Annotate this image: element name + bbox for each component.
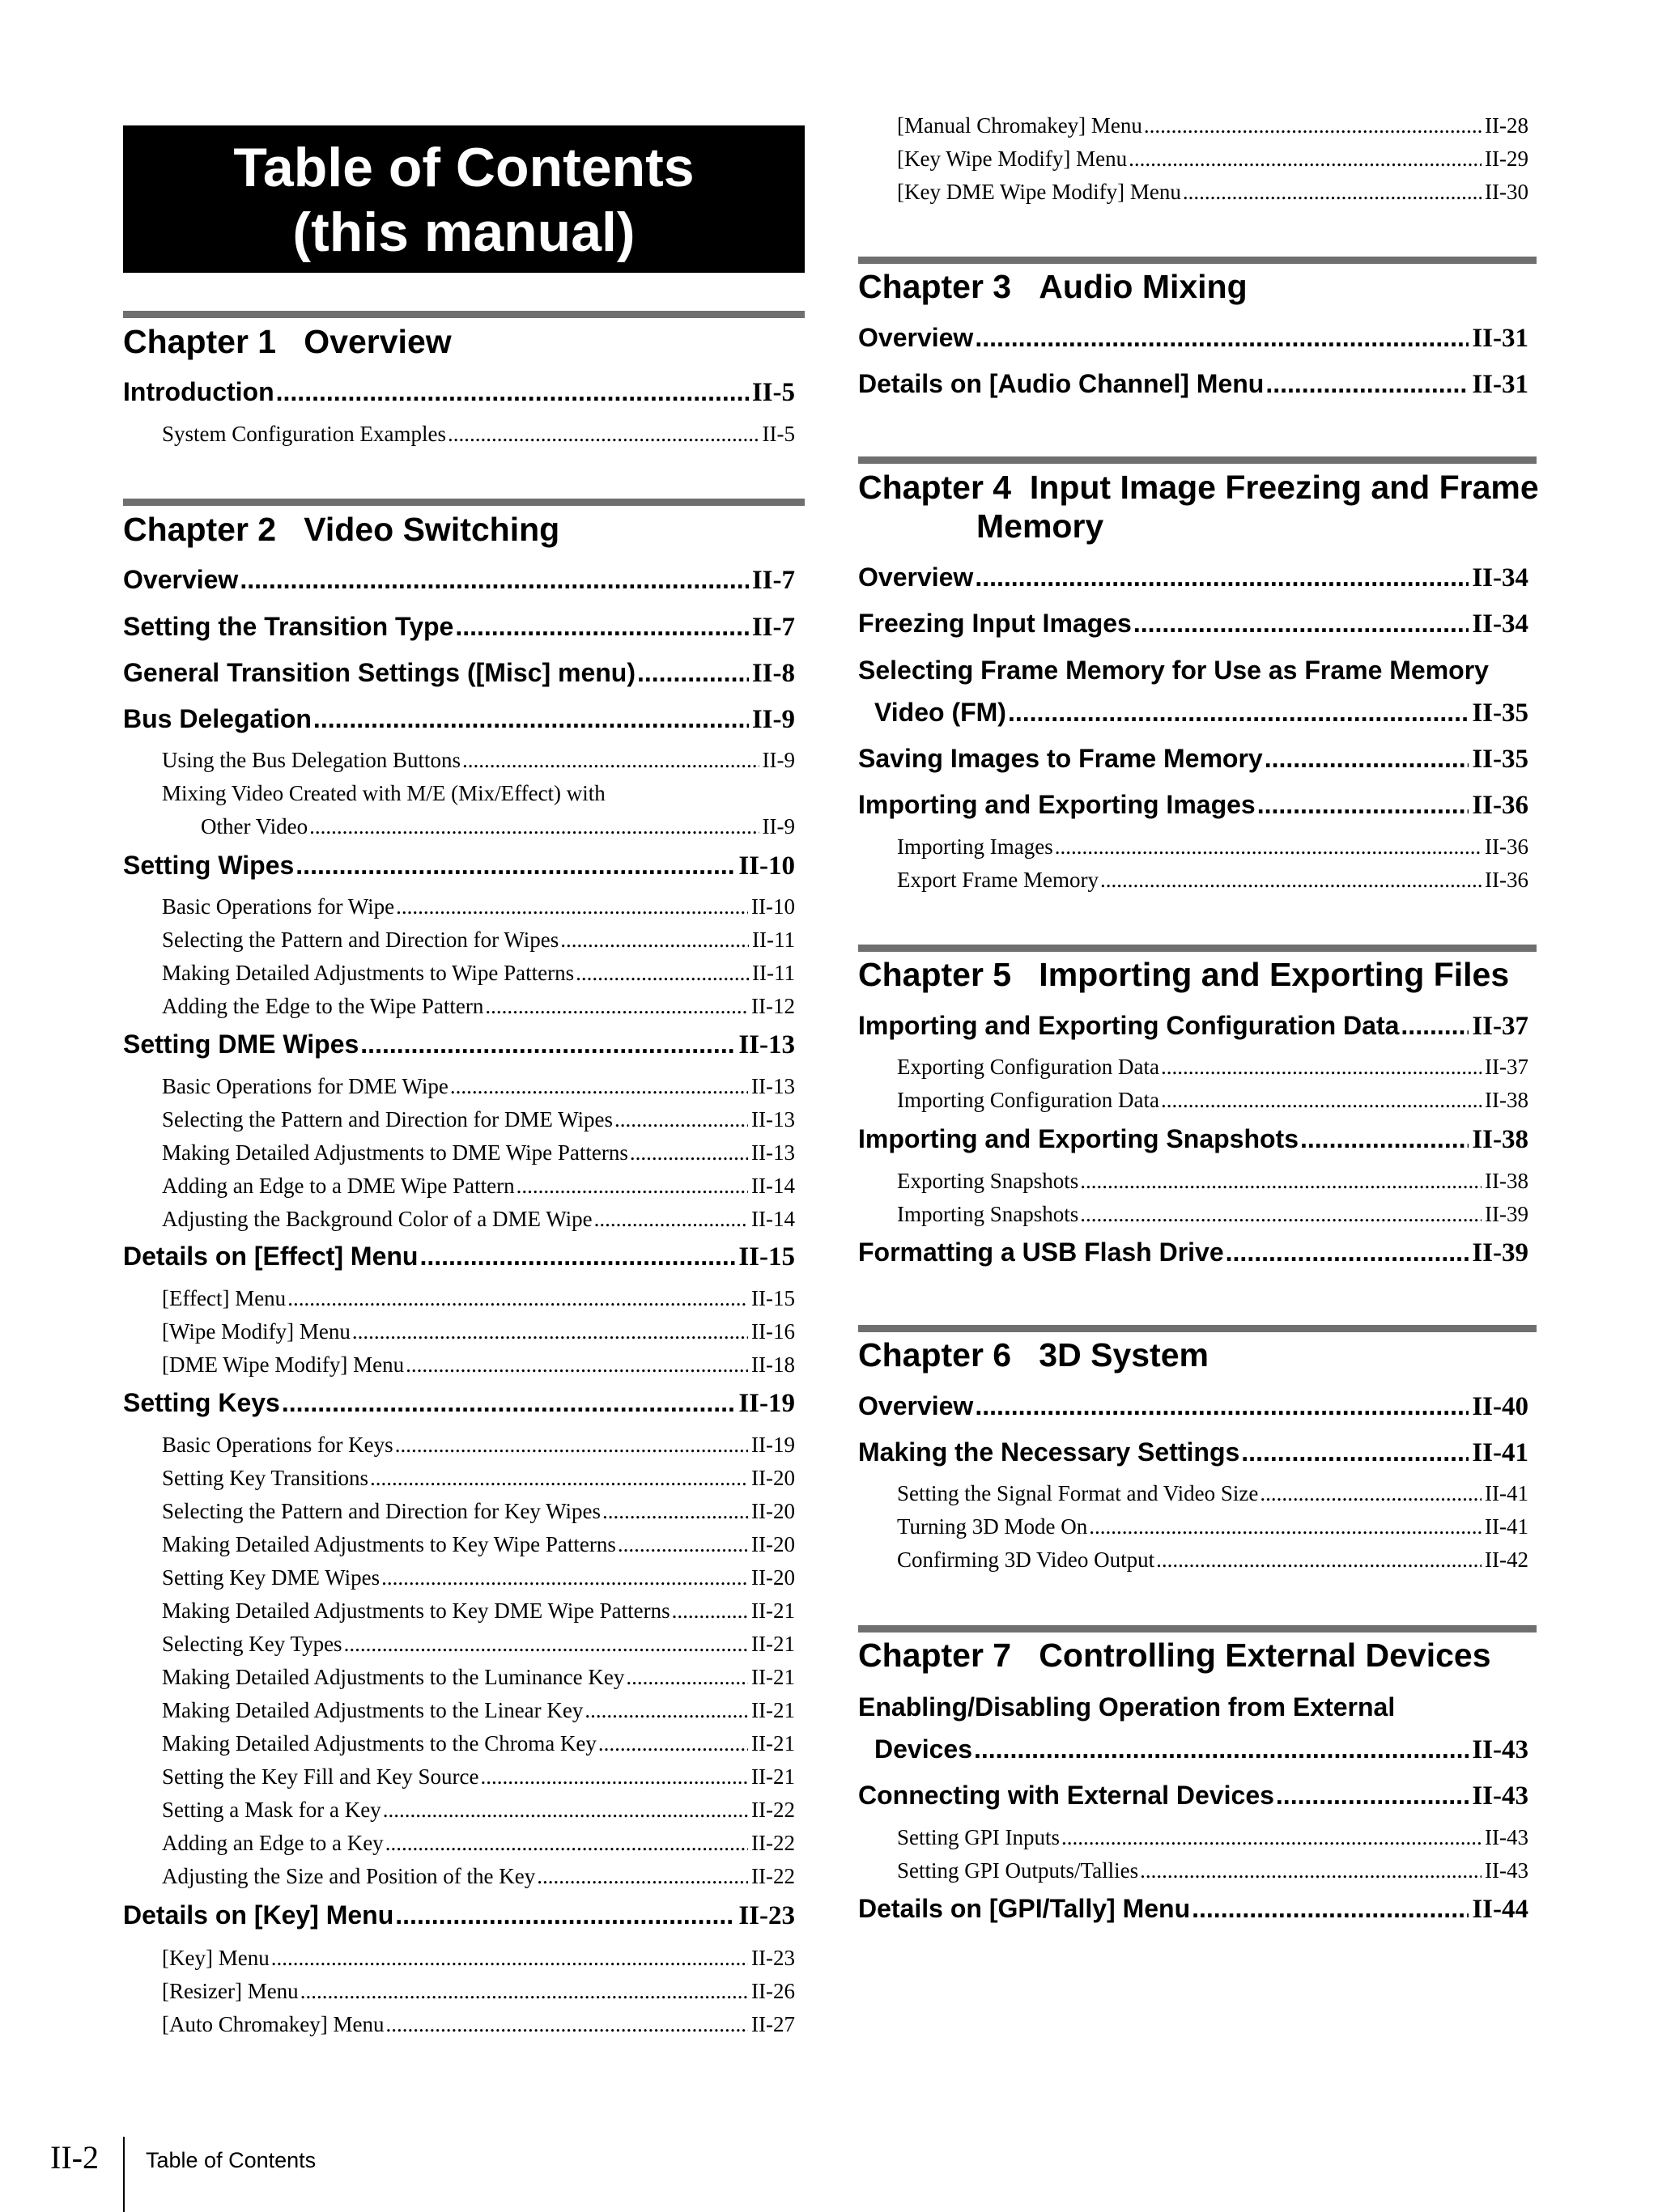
toc-subentry[interactable]: Other Video ..... II-9: [201, 814, 795, 839]
chapter-4-title: Chapter 4 Input Image Freezing and Frame Memory: [858, 469, 1539, 545]
toc-subentry[interactable]: Adding the Edge to the Wipe Pattern ..... II-12: [162, 994, 795, 1019]
toc-title-line2: (this manual): [292, 202, 636, 263]
footer-section-label: Table of Contents: [146, 2148, 317, 2172]
toc-subentry[interactable]: System Configuration Examples ..... II-5: [162, 422, 795, 447]
toc-entry[interactable]: Setting DME Wipes ..... II-13: [123, 1030, 795, 1060]
toc-entry[interactable]: Details on [Effect] Menu ..... II-15: [123, 1242, 795, 1272]
toc-subentry[interactable]: Importing Snapshots ..... II-39: [897, 1202, 1528, 1227]
toc-entry[interactable]: Video (FM) ..... II-35: [874, 698, 1528, 728]
toc-subentry[interactable]: Selecting Key Types ..... II-21: [162, 1632, 795, 1657]
toc-subentry[interactable]: Making Detailed Adjustments to Wipe Patterns ..... II-11: [162, 961, 795, 986]
toc-subentry[interactable]: Confirming 3D Video Output ..... II-42: [897, 1548, 1528, 1573]
toc-subentry[interactable]: Making Detailed Adjustments to DME Wipe Patterns ..... II-13: [162, 1140, 795, 1165]
toc-entry[interactable]: Saving Images to Frame Memory ..... II-35: [858, 744, 1528, 775]
chapter-3-title: Chapter 3 Audio Mixing: [858, 268, 1248, 305]
toc-subentry[interactable]: Adding an Edge to a DME Wipe Pattern ..... II-14: [162, 1174, 795, 1199]
toc-subentry[interactable]: Adding an Edge to a Key ..... II-22: [162, 1831, 795, 1856]
toc-entry[interactable]: Importing and Exporting Snapshots ..... II-38: [858, 1124, 1528, 1155]
toc-entry[interactable]: Overview ..... II-31: [858, 323, 1528, 354]
chapter-4-rule: [858, 456, 1537, 464]
toc-entry-wrapline[interactable]: Selecting Frame Memory for Use as Frame Memory: [858, 656, 1489, 685]
toc-subentry[interactable]: Adjusting the Background Color of a DME Wipe ..... II-14: [162, 1207, 795, 1232]
chapter-2-title: Chapter 2 Video Switching: [123, 511, 560, 548]
toc-entry-wrapline[interactable]: Enabling/Disabling Operation from External: [858, 1692, 1396, 1722]
toc-subentry[interactable]: Importing Images ..... II-36: [897, 834, 1528, 860]
chapter-6-title: Chapter 6 3D System: [858, 1336, 1209, 1373]
chapter-7-rule: [858, 1625, 1537, 1632]
toc-subentry[interactable]: Setting GPI Outputs/Tallies ..... II-43: [897, 1858, 1528, 1883]
toc-subentry[interactable]: Setting GPI Inputs ..... II-43: [897, 1825, 1528, 1850]
toc-subentry[interactable]: Using the Bus Delegation Buttons ..... II-9: [162, 748, 795, 773]
toc-subentry[interactable]: Making Detailed Adjustments to the Luminance Key ..... II-21: [162, 1665, 795, 1690]
toc-subentry[interactable]: Adjusting the Size and Position of the Key ..... II-22: [162, 1864, 795, 1889]
toc-entry[interactable]: Importing and Exporting Images ..... II-36: [858, 790, 1528, 821]
toc-title-line1: Table of Contents: [233, 137, 695, 198]
chapter-6-rule: [858, 1325, 1537, 1332]
toc-title-box: [123, 125, 805, 273]
toc-entry[interactable]: General Transition Settings ([Misc] menu) ..... II-8: [123, 658, 795, 689]
toc-subentry[interactable]: [DME Wipe Modify] Menu ..... II-18: [162, 1352, 795, 1378]
toc-subentry[interactable]: Making Detailed Adjustments to the Chroma Key ..... II-21: [162, 1731, 795, 1756]
toc-subentry[interactable]: Setting the Signal Format and Video Size ..... II-41: [897, 1481, 1528, 1506]
toc-subentry[interactable]: [Key] Menu ..... II-23: [162, 1946, 795, 1971]
toc-subentry[interactable]: [Manual Chromakey] Menu ..... II-28: [897, 113, 1528, 138]
chapter-5-rule: [858, 945, 1537, 952]
toc-subentry[interactable]: Selecting the Pattern and Direction for DME Wipes ..... II-13: [162, 1107, 795, 1132]
toc-subentry[interactable]: Setting Key Transitions ..... II-20: [162, 1466, 795, 1491]
toc-entry[interactable]: Details on [Audio Channel] Menu ..... II-31: [858, 369, 1528, 400]
toc-subentry[interactable]: Export Frame Memory ..... II-36: [897, 868, 1528, 893]
toc-subentry[interactable]: [Key Wipe Modify] Menu ..... II-29: [897, 146, 1528, 172]
toc-subentry[interactable]: Selecting the Pattern and Direction for Wipes ..... II-11: [162, 928, 795, 953]
toc-entry[interactable]: Setting the Transition Type ..... II-7: [123, 612, 795, 643]
footer-divider: [123, 2137, 125, 2212]
toc-subentry[interactable]: Importing Configuration Data ..... II-38: [897, 1088, 1528, 1113]
toc-subentry[interactable]: Making Detailed Adjustments to Key DME Wipe Patterns ..... II-21: [162, 1598, 795, 1624]
toc-subentry[interactable]: Turning 3D Mode On ..... II-41: [897, 1514, 1528, 1539]
toc-subentry[interactable]: Exporting Snapshots ..... II-38: [897, 1169, 1528, 1194]
toc-subentry[interactable]: Setting a Mask for a Key ..... II-22: [162, 1798, 795, 1823]
toc-subentry[interactable]: Basic Operations for Keys ..... II-19: [162, 1433, 795, 1458]
toc-subentry[interactable]: Setting Key DME Wipes ..... II-20: [162, 1565, 795, 1590]
toc-entry[interactable]: Devices ..... II-43: [874, 1734, 1528, 1765]
chapter-1-title: Chapter 1 Overview: [123, 323, 452, 360]
toc-entry[interactable]: Overview ..... II-40: [858, 1391, 1528, 1422]
toc-entry[interactable]: Details on [GPI/Tally] Menu ..... II-44: [858, 1894, 1528, 1925]
chapter-5-title: Chapter 5 Importing and Exporting Files: [858, 956, 1510, 993]
toc-entry[interactable]: Connecting with External Devices ..... II-43: [858, 1781, 1528, 1811]
toc-subentry[interactable]: [Key DME Wipe Modify] Menu ..... II-30: [897, 180, 1528, 205]
toc-subentry-wrapline[interactable]: Mixing Video Created with M/E (Mix/Effect) with: [162, 781, 606, 805]
toc-subentry[interactable]: Basic Operations for Wipe ..... II-10: [162, 894, 795, 919]
toc-entry[interactable]: Details on [Key] Menu ..... II-23: [123, 1900, 795, 1931]
toc-subentry[interactable]: Making Detailed Adjustments to the Linear Key ..... II-21: [162, 1698, 795, 1723]
toc-entry[interactable]: Overview ..... II-7: [123, 565, 795, 596]
chapter-2-rule: [123, 499, 805, 506]
toc-entry[interactable]: Making the Necessary Settings ..... II-41: [858, 1437, 1528, 1468]
toc-subentry[interactable]: [Wipe Modify] Menu ..... II-16: [162, 1319, 795, 1344]
toc-subentry[interactable]: Exporting Configuration Data ..... II-37: [897, 1055, 1528, 1080]
toc-subentry[interactable]: [Resizer] Menu ..... II-26: [162, 1979, 795, 2004]
toc-entry[interactable]: Overview ..... II-34: [858, 563, 1528, 593]
toc-entry[interactable]: Setting Keys ..... II-19: [123, 1388, 795, 1419]
toc-subentry[interactable]: Basic Operations for DME Wipe ..... II-13: [162, 1074, 795, 1099]
chapter-7-title: Chapter 7 Controlling External Devices: [858, 1637, 1491, 1674]
toc-entry[interactable]: Freezing Input Images ..... II-34: [858, 609, 1528, 639]
toc-entry[interactable]: Bus Delegation ..... II-9: [123, 704, 795, 735]
page-number: II-2: [50, 2139, 99, 2176]
toc-entry[interactable]: Importing and Exporting Configuration Data ..... II-37: [858, 1011, 1528, 1042]
chapter-1-rule: [123, 311, 805, 318]
toc-subentry[interactable]: [Auto Chromakey] Menu ..... II-27: [162, 2012, 795, 2037]
toc-subentry[interactable]: Making Detailed Adjustments to Key Wipe Patterns ..... II-20: [162, 1532, 795, 1557]
toc-entry[interactable]: Introduction ..... II-5: [123, 377, 795, 408]
toc-subentry[interactable]: [Effect] Menu ..... II-15: [162, 1286, 795, 1311]
toc-subentry[interactable]: Selecting the Pattern and Direction for Key Wipes ..... II-20: [162, 1499, 795, 1524]
chapter-3-rule: [858, 257, 1537, 264]
toc-subentry[interactable]: Setting the Key Fill and Key Source ..... II-21: [162, 1764, 795, 1790]
toc-entry[interactable]: Setting Wipes ..... II-10: [123, 851, 795, 881]
toc-entry[interactable]: Formatting a USB Flash Drive ..... II-39: [858, 1238, 1528, 1268]
